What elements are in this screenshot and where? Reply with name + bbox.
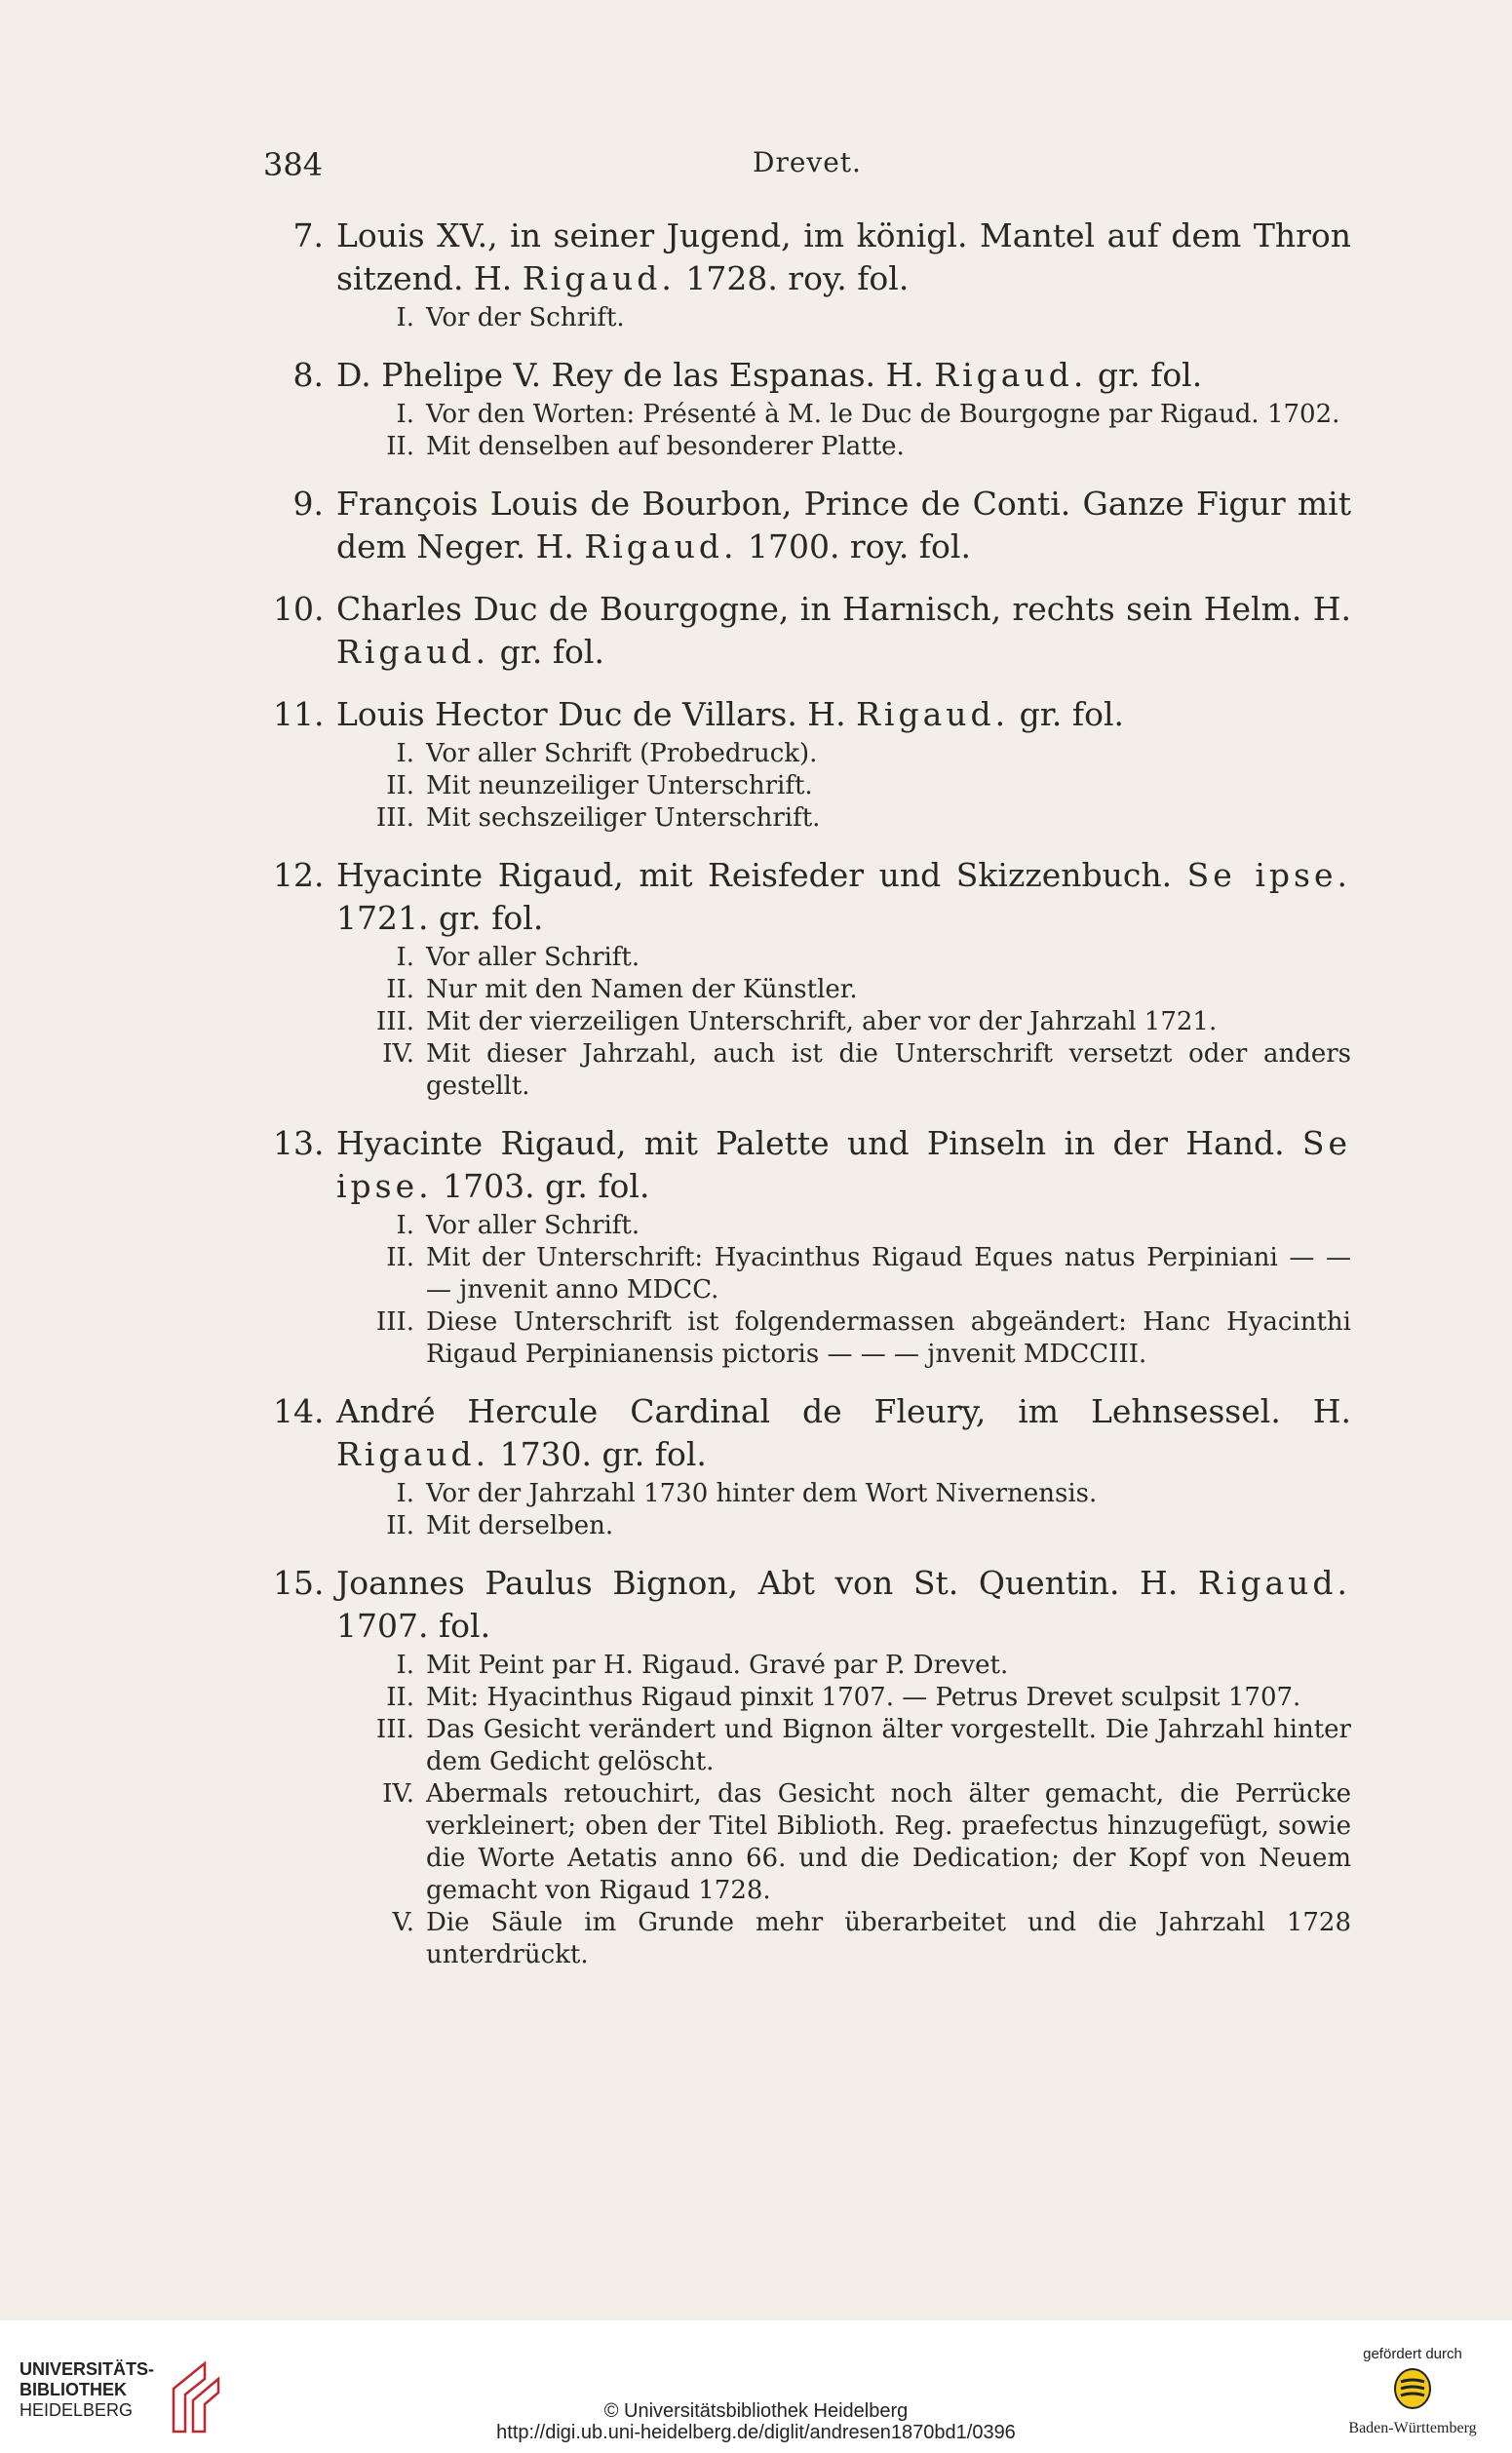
entry-number: 11. — [273, 695, 325, 733]
state-number: II. — [386, 975, 414, 1004]
print-state — [273, 1478, 1351, 1510]
print-state — [273, 1510, 1351, 1542]
state-description: Mit der Unterschrift: Hyacinthus Rigaud Eques natus Perpiniani — — — jnvenit anno MDCC. — [426, 1243, 1351, 1304]
state-number: IV. — [382, 1039, 414, 1069]
artist-name: Rigaud. — [336, 633, 490, 671]
print-state — [273, 1006, 1351, 1038]
library-name-line-3: HEIDELBERG — [19, 2400, 134, 2420]
catalogue-entry — [273, 588, 1351, 674]
entry-title — [273, 1390, 1351, 1476]
print-states — [273, 942, 1351, 1103]
print-state — [273, 974, 1351, 1006]
state-number: I. — [396, 1479, 414, 1508]
state-description: Vor aller Schrift. — [426, 1211, 640, 1240]
entry-title — [273, 588, 1351, 674]
state-number: III. — [375, 803, 414, 833]
catalogue-entry — [273, 483, 1351, 568]
artist-name: Rigaud. — [856, 695, 1010, 733]
artist-name: Rigaud. — [1197, 1564, 1351, 1602]
entry-title — [273, 693, 1351, 736]
state-number: IV. — [382, 1779, 414, 1809]
entry-number: 7. — [292, 216, 324, 254]
copyright-text: © Universitätsbibliothek Heidelberg — [603, 2400, 909, 2422]
state-description: Mit dieser Jahrzahl, auch ist die Unterschrift versetzt oder anders gestellt. — [426, 1039, 1351, 1101]
page-number: 384 — [263, 146, 324, 183]
catalogue-entry — [273, 854, 1351, 1103]
permalink-url[interactable]: http://digi.ub.uni-heidelberg.de/diglit/andresen1870bd1/0396 — [496, 2422, 1016, 2443]
state-number: I. — [396, 1651, 414, 1680]
state-description: Mit Peint par H. Rigaud. Gravé par P. Drevet. — [426, 1651, 1009, 1680]
entry-number: 14. — [273, 1392, 325, 1430]
entry-text: 1707. fol. — [336, 1607, 491, 1645]
print-state — [273, 1306, 1351, 1371]
entry-text: 1721. gr. fol. — [336, 899, 544, 937]
artist-name: Rigaud. — [336, 1435, 490, 1473]
state-number: II. — [386, 1683, 414, 1712]
funded-by-label: gefördert durch — [1363, 2346, 1462, 2362]
entry-text: gr. fol. — [489, 633, 604, 671]
print-state — [273, 1682, 1351, 1714]
entry-text: 1703. gr. fol. — [432, 1167, 650, 1205]
state-description: Die Säule im Grunde mehr überarbeitet und die Jahrzahl 1728 unterdrückt. — [426, 1908, 1351, 1969]
state-number: III. — [375, 1307, 414, 1337]
state-description: Mit neunzeiliger Unterschrift. — [426, 771, 813, 800]
state-description: Vor aller Schrift. — [426, 943, 640, 972]
state-description: Vor den Worten: Présenté à M. le Duc de Bourgogne par Rigaud. 1702. — [426, 400, 1340, 429]
artist-name: Rigaud. — [934, 356, 1088, 394]
funder-name: Baden-Württemberg — [1348, 2420, 1477, 2436]
state-crest-icon — [1390, 2366, 1435, 2411]
print-states — [273, 399, 1351, 463]
print-states — [273, 1650, 1351, 1971]
entry-text: gr. fol. — [1009, 695, 1125, 733]
entry-title — [273, 854, 1351, 940]
state-description: Abermals retouchirt, das Gesicht noch älter gemacht, die Perrücke verkleinert; oben der Titel Biblioth. Reg. praefectus hinzugefügt, sowie die Worte Aetatis anno 66. und die Dedication; der Kopf von Neuem gemacht von Rigaud 1728. — [426, 1779, 1351, 1905]
state-description: Mit der vierzeiligen Unterschrift, aber vor der Jahrzahl 1721. — [426, 1007, 1218, 1036]
state-description: Mit derselben. — [426, 1511, 614, 1540]
state-number: I. — [396, 303, 414, 332]
catalogue-entry — [273, 354, 1351, 463]
entry-number: 9. — [292, 485, 324, 523]
print-states — [273, 1478, 1351, 1542]
entry-title — [273, 1562, 1351, 1648]
print-state — [273, 770, 1351, 802]
state-number: II. — [386, 1511, 414, 1540]
entry-text: Louis XV., in seiner Jugend, im königl. Mantel auf dem Thron sitzend. H. — [336, 216, 1351, 297]
entry-number: 13. — [273, 1124, 325, 1162]
print-state — [273, 942, 1351, 974]
print-state — [273, 399, 1351, 431]
print-states — [273, 738, 1351, 835]
entry-text: Hyacinte Rigaud, mit Reisfeder und Skizzenbuch. — [336, 856, 1187, 894]
entry-text: Hyacinte Rigaud, mit Palette und Pinseln in der Hand. — [336, 1124, 1302, 1162]
state-number: I. — [396, 943, 414, 972]
print-state — [273, 1778, 1351, 1907]
state-description: Nur mit den Namen der Künstler. — [426, 975, 858, 1004]
print-state — [273, 1907, 1351, 1971]
print-state — [273, 1714, 1351, 1778]
entry-text: 1730. gr. fol. — [489, 1435, 707, 1473]
entry-text: François Louis de Bourbon, Prince de Conti. Ganze Figur mit dem Neger. H. — [336, 485, 1351, 565]
artist-name: Se ipse. — [336, 1124, 1351, 1205]
entry-text: Charles Duc de Bourgogne, in Harnisch, rechts sein Helm. H. — [336, 590, 1351, 628]
entry-text: Louis Hector Duc de Villars. H. — [336, 695, 857, 733]
catalogue-entry — [273, 214, 1351, 334]
catalogue-entries — [273, 214, 1351, 1991]
state-number: II. — [386, 1243, 414, 1272]
entry-title — [273, 483, 1351, 568]
print-state — [273, 1242, 1351, 1306]
print-states — [273, 302, 1351, 334]
state-number: I. — [396, 1211, 414, 1240]
entry-text: Joannes Paulus Bignon, Abt von St. Quentin. H. — [336, 1564, 1198, 1602]
print-state — [273, 1650, 1351, 1682]
state-description: Vor der Schrift. — [426, 303, 625, 332]
running-head: Drevet. — [753, 146, 862, 178]
state-number: V. — [392, 1908, 414, 1937]
entry-number: 8. — [292, 356, 324, 394]
footer-bar — [0, 2320, 1512, 2453]
state-number: I. — [396, 400, 414, 429]
library-name-line-1: UNIVERSITÄTS- — [19, 2359, 155, 2379]
print-states — [273, 1210, 1351, 1371]
state-description: Mit: Hyacinthus Rigaud pinxit 1707. — Petrus Drevet sculpsit 1707. — [426, 1683, 1301, 1712]
state-description: Mit sechszeiliger Unterschrift. — [426, 803, 821, 833]
entry-text: gr. fol. — [1087, 356, 1203, 394]
entry-title — [273, 354, 1351, 397]
entry-text: André Hercule Cardinal de Fleury, im Lehnsessel. H. — [336, 1392, 1351, 1430]
copyright-block — [0, 2400, 1512, 2443]
entry-text: D. Phelipe V. Rey de las Espanas. H. — [336, 356, 935, 394]
state-number: I. — [396, 739, 414, 768]
print-state — [273, 738, 1351, 770]
catalogue-entry — [273, 1390, 1351, 1542]
entry-number: 12. — [273, 856, 325, 894]
state-description: Vor der Jahrzahl 1730 hinter dem Wort Nivernensis. — [426, 1479, 1098, 1508]
print-state — [273, 1210, 1351, 1242]
entry-text: 1700. roy. fol. — [737, 527, 971, 565]
print-state — [273, 302, 1351, 334]
catalogue-entry — [273, 693, 1351, 835]
entry-text: 1728. roy. fol. — [675, 259, 910, 297]
state-number: III. — [375, 1715, 414, 1744]
state-number: II. — [386, 771, 414, 800]
catalogue-entry — [273, 1122, 1351, 1371]
print-state — [273, 1038, 1351, 1103]
state-description: Mit denselben auf besonderer Platte. — [426, 432, 905, 461]
print-state — [273, 802, 1351, 835]
print-state — [273, 431, 1351, 463]
library-name-line-2: BIBLIOTHEK — [19, 2380, 127, 2399]
funding-notice — [1335, 2346, 1491, 2437]
entry-title — [273, 1122, 1351, 1208]
entry-title — [273, 214, 1351, 300]
artist-name: Se ipse. — [1186, 856, 1351, 894]
entry-number: 15. — [273, 1564, 325, 1602]
entry-number: 10. — [273, 590, 325, 628]
state-description: Das Gesicht verändert und Bignon älter vorgestellt. Die Jahrzahl hinter dem Gedicht gelöscht. — [426, 1715, 1351, 1776]
artist-name: Rigaud. — [584, 527, 738, 565]
state-number: II. — [386, 432, 414, 461]
state-number: III. — [375, 1007, 414, 1036]
state-description: Vor aller Schrift (Probedruck). — [426, 739, 818, 768]
artist-name: Rigaud. — [522, 259, 676, 297]
catalogue-entry — [273, 1562, 1351, 1971]
page-header — [263, 146, 1351, 187]
state-description: Diese Unterschrift ist folgendermassen abgeändert: Hanc Hyacinthi Rigaud Perpinianensis pictoris — — — jnvenit MDCCIII. — [426, 1307, 1351, 1369]
